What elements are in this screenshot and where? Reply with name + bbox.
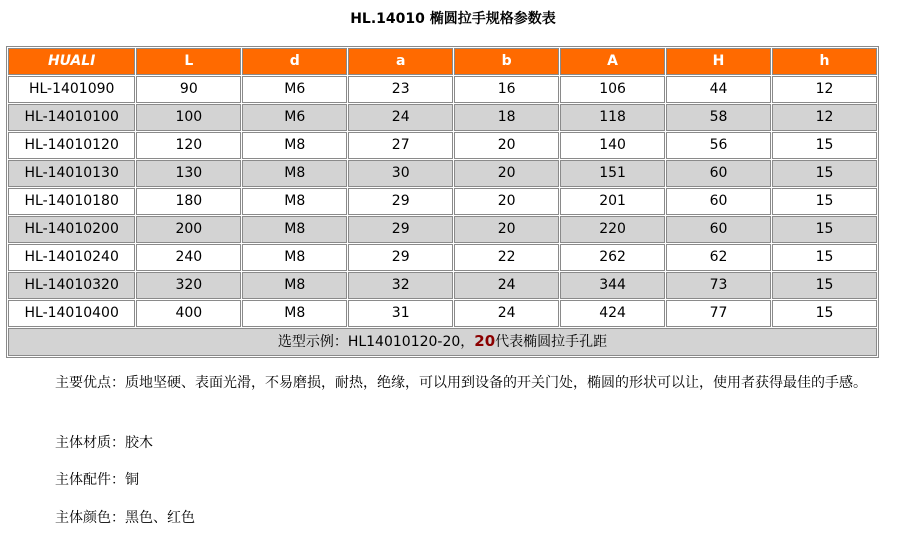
table-cell: 60	[666, 188, 771, 215]
table-cell: 15	[772, 300, 877, 327]
table-row	[8, 104, 877, 131]
table-cell: HL-14010320	[8, 272, 135, 299]
table-cell: 62	[666, 244, 771, 271]
table-cell: 120	[136, 132, 241, 159]
table-cell: 90	[136, 76, 241, 103]
table-cell: 15	[772, 188, 877, 215]
table-cell: HL-14010200	[8, 216, 135, 243]
table-cell: 29	[348, 188, 453, 215]
table-row	[8, 244, 877, 271]
features-text: 主要优点：质地坚硬、表面光滑，不易磨损，耐热，绝缘，可以用到设备的开关门处，椭圆的形状可以让，使用者获得最佳的手感。	[55, 375, 867, 391]
table-cell: 18	[454, 104, 559, 131]
table-row	[8, 132, 877, 159]
table-cell: 20	[454, 132, 559, 159]
header-row	[8, 48, 877, 75]
table-cell: 240	[136, 244, 241, 271]
example-note-row	[8, 328, 877, 356]
table-row	[8, 300, 877, 327]
table-row	[8, 272, 877, 299]
table-cell: 15	[772, 160, 877, 187]
table-cell: 15	[772, 272, 877, 299]
table-cell: 20	[454, 188, 559, 215]
example-note-prefix: 选型示例：HL14010120-20，	[277, 334, 475, 350]
table-cell: 344	[560, 272, 665, 299]
table-cell: 180	[136, 188, 241, 215]
table-cell: 20	[454, 160, 559, 187]
table-cell: 100	[136, 104, 241, 131]
table-cell: 20	[454, 216, 559, 243]
colors-text: 主体颜色：黑色、红色	[55, 510, 195, 526]
table-cell: 31	[348, 300, 453, 327]
table-cell: 30	[348, 160, 453, 187]
table-cell: 15	[772, 132, 877, 159]
table-body	[8, 76, 877, 327]
table-cell: 12	[772, 76, 877, 103]
table-cell: M8	[242, 216, 347, 243]
header-d: d	[242, 48, 347, 75]
fittings-text: 主体配件：铜	[55, 472, 139, 488]
page-title: HL.14010 椭圆拉手规格参数表	[350, 11, 556, 27]
table-cell: 77	[666, 300, 771, 327]
table-cell: 15	[772, 216, 877, 243]
table-cell: 15	[772, 244, 877, 271]
table-cell: 29	[348, 216, 453, 243]
table-cell: 24	[454, 272, 559, 299]
table-cell: 424	[560, 300, 665, 327]
table-cell: M8	[242, 160, 347, 187]
table-cell: M6	[242, 104, 347, 131]
table-cell: HL-14010130	[8, 160, 135, 187]
table-cell: M8	[242, 132, 347, 159]
table-cell: 23	[348, 76, 453, 103]
table-cell: M6	[242, 76, 347, 103]
example-note-suffix: 代表椭圆拉手孔距	[495, 334, 608, 350]
table-cell: HL-14010120	[8, 132, 135, 159]
table-cell: 22	[454, 244, 559, 271]
table-cell: 151	[560, 160, 665, 187]
table-cell: 220	[560, 216, 665, 243]
table-cell: 44	[666, 76, 771, 103]
table-cell: 27	[348, 132, 453, 159]
table-row	[8, 188, 877, 215]
table-cell: M8	[242, 244, 347, 271]
header-A-upper: A	[560, 48, 665, 75]
table-cell: 12	[772, 104, 877, 131]
table-row	[8, 216, 877, 243]
table-cell: M8	[242, 188, 347, 215]
example-note	[8, 328, 877, 356]
table-cell: 262	[560, 244, 665, 271]
table-cell: 24	[454, 300, 559, 327]
table-cell: 106	[560, 76, 665, 103]
header-b: b	[454, 48, 559, 75]
header-h: h	[772, 48, 877, 75]
table-row	[8, 76, 877, 103]
header-L: L	[136, 48, 241, 75]
table-cell: 130	[136, 160, 241, 187]
table-cell: 60	[666, 160, 771, 187]
table-cell: 73	[666, 272, 771, 299]
table-cell: 140	[560, 132, 665, 159]
table-cell: HL-14010180	[8, 188, 135, 215]
table-cell: M8	[242, 300, 347, 327]
table-cell: 118	[560, 104, 665, 131]
table-cell: 400	[136, 300, 241, 327]
material-text: 主体材质：胶木	[55, 435, 153, 451]
table-cell: 29	[348, 244, 453, 271]
table-cell: 60	[666, 216, 771, 243]
table-cell: M8	[242, 272, 347, 299]
table-cell: 16	[454, 76, 559, 103]
header-brand: HUALI	[8, 48, 135, 75]
example-note-highlight: 20	[474, 332, 496, 350]
table-cell: HL-14010400	[8, 300, 135, 327]
table-cell: 58	[666, 104, 771, 131]
table-cell: HL-14010100	[8, 104, 135, 131]
spec-table	[6, 46, 879, 358]
table-cell: 200	[136, 216, 241, 243]
table-cell: 201	[560, 188, 665, 215]
table-cell: 56	[666, 132, 771, 159]
table-cell: 320	[136, 272, 241, 299]
header-H-upper: H	[666, 48, 771, 75]
table-cell: 32	[348, 272, 453, 299]
header-a: a	[348, 48, 453, 75]
table-row	[8, 160, 877, 187]
table-cell: HL-1401090	[8, 76, 135, 103]
table-cell: HL-14010240	[8, 244, 135, 271]
table-cell: 24	[348, 104, 453, 131]
